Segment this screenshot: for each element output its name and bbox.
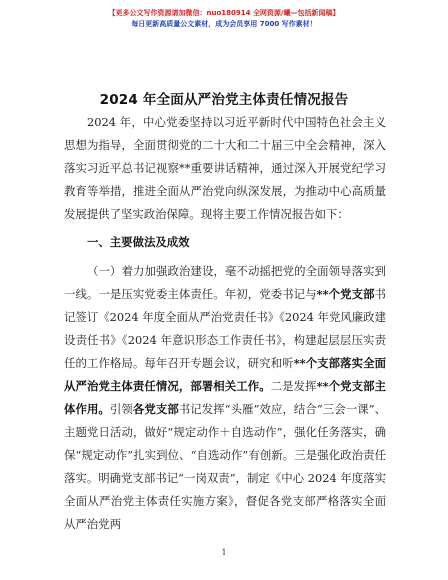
paragraph-political-construction xyxy=(64,260,386,536)
intro-paragraph: 2024 年，中心党委坚持以习近平新时代中国特色社会主义思想为指导，全面贯彻党的二十大和二十届三中全会精神，深入落实习近平总书记视察**重要讲话精神，通过深入开展党纪学习教育等举措，推进全面从严治党向纵深发展，为推动中心高质量发展提供了坚实政治保障。现将主要工作情况报告如下： xyxy=(64,115,386,221)
emphasis-text: **个支部落实全面从严治党主体责任情况，部署相关工作。 xyxy=(64,356,386,393)
paragraph-text: （一）着力加强政治建设，毫不动摇把党的全面领导落实到一线。一是压实党委主体责任。年初，党委书记与 xyxy=(64,264,386,301)
page-number: 1 xyxy=(221,548,227,557)
document-title: 2024 年全面从严治党主体责任情况报告 xyxy=(99,92,349,108)
section-heading-1: 一、主要做法及成效 xyxy=(87,235,190,249)
emphasis-text: 各党支部 xyxy=(132,402,179,416)
emphasis-text: **个党支部主体作用。 xyxy=(64,379,386,416)
paragraph-text: 引领 xyxy=(109,402,133,416)
promo-banner-line-1: 【更多公文写作资源请加微信：nuo180914 全网资源/曦—包括新闻稿】 xyxy=(108,9,340,17)
paragraph-text: 书记签订《2024 年度全面从严治党责任书》《2024 年党风廉政建设责任书》《2024 年意识形态工作责任书》，构建起层层压实责任的工作格局。每年召开专题会议，研究和听 xyxy=(64,287,386,370)
paragraph-text: 二是发挥 xyxy=(270,379,317,393)
emphasis-text: **个党支部 xyxy=(316,287,375,301)
promo-banner-line-2: 每日更新高质量公文素材，成为会员享用 7000 写作素材！ xyxy=(131,20,317,28)
paragraph-text: 书记发挥“头雁”效应，结合“三会一课”、主题党日活动，做好“规定动作＋自选动作”，强化任务落实，确保“规定动作”扎实到位、“自选动作”有创新。三是强化政治责任落实。明确党支部书记“一岗双责”，制定《中心 2024 年度落实全面从严治党主体责任实施方案》，督促各党支部严格落实全面从严治党两 xyxy=(64,402,386,531)
